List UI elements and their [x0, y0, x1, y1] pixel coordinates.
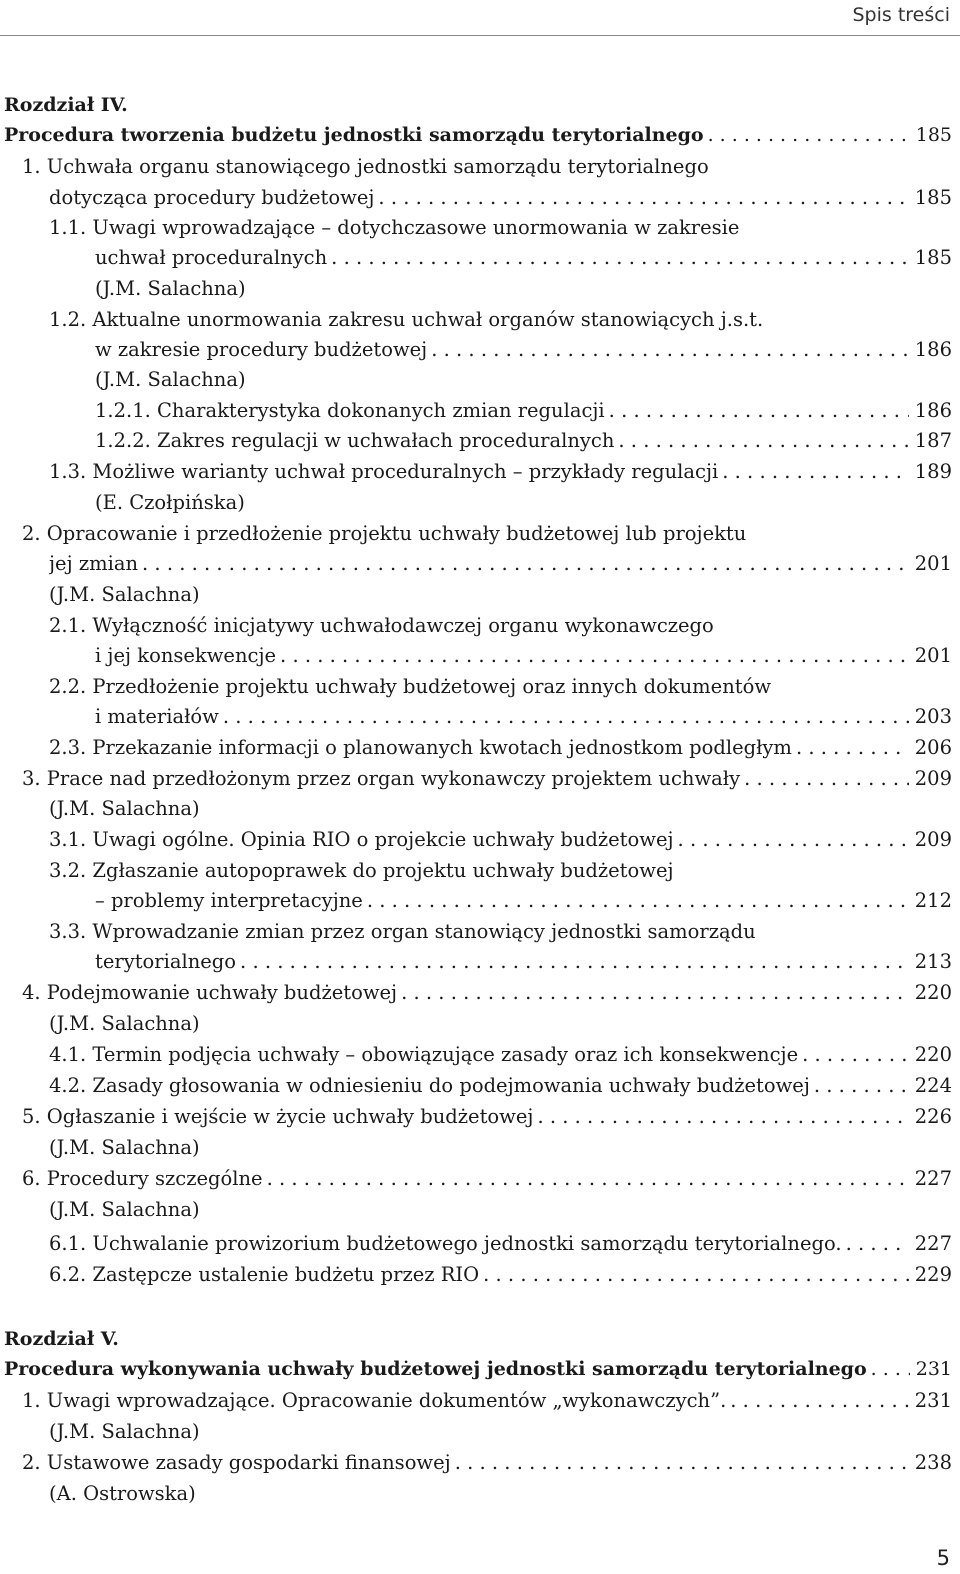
toc-entry-line[interactable]: 1. Uchwała organu stanowiącego jednostki samorządu terytorialnego	[22, 155, 709, 178]
toc-entry[interactable]	[22, 1447, 952, 1478]
toc-entry[interactable]	[4, 1354, 952, 1385]
page-ref: 201	[914, 644, 952, 667]
toc-entry-text: 6.2. Zastępcze ustalenie budżetu przez RIO	[49, 1263, 480, 1286]
chapter-4-label: Rozdział IV.	[4, 94, 128, 116]
toc-entry-line[interactable]: 3.2. Zgłaszanie autopoprawek do projektu uchwały budżetowej	[49, 859, 674, 882]
toc-entry-text: 5. Ogłaszanie i wejście w życie uchwały budżetowej	[22, 1105, 534, 1128]
toc-entry-text: 1.3. Możliwe warianty uchwał proceduralnych – przykłady regulacji	[49, 460, 719, 483]
toc-author: (J.M. Salachna)	[95, 277, 246, 300]
toc-entry[interactable]	[95, 395, 952, 426]
toc-author: (J.M. Salachna)	[49, 583, 200, 606]
chapter-5-title: Procedura wykonywania uchwały budżetowej jednostki samorządu terytorialnego	[4, 1358, 867, 1380]
dot-leader	[537, 1101, 908, 1132]
toc-entry[interactable]	[49, 456, 952, 487]
toc-entry-line[interactable]: 1.2. Aktualne unormowania zakresu uchwał organów stanowiących j.s.t.	[49, 308, 764, 331]
toc-entry-text: 4.1. Termin podjęcia uchwały – obowiązujące zasady oraz ich konsekwencje	[49, 1043, 799, 1066]
toc-author: (A. Ostrowska)	[49, 1482, 196, 1505]
page-ref: 229	[914, 1263, 952, 1286]
toc-entry[interactable]	[49, 1070, 952, 1101]
dot-leader	[378, 182, 908, 213]
toc-entry[interactable]	[22, 1385, 952, 1416]
toc-entry-text: – problemy interpretacyjne	[95, 889, 363, 912]
toc-entry-text: 4. Podejmowanie uchwały budżetowej	[22, 981, 398, 1004]
page-ref: 189	[914, 460, 952, 483]
toc-entry-text: 4.2. Zasady głosowania w odniesieniu do podejmowania uchwały budżetowej	[49, 1074, 810, 1097]
toc-entry[interactable]	[95, 242, 952, 273]
dot-leader	[483, 1259, 909, 1290]
dot-leader	[846, 1228, 909, 1259]
page-ref: 185	[914, 186, 952, 209]
page-ref: 227	[914, 1167, 952, 1190]
dot-leader	[240, 946, 909, 977]
dot-leader	[431, 334, 909, 365]
page-ref: 231	[914, 1389, 952, 1412]
dot-leader	[678, 824, 909, 855]
page-ref: 212	[914, 889, 952, 912]
toc-entry-text: 1.2.1. Charakterystyka dokonanych zmian regulacji	[95, 399, 605, 422]
dot-leader	[455, 1447, 909, 1478]
page-number: 5	[936, 1546, 950, 1570]
toc-entry[interactable]	[49, 824, 952, 855]
toc-author: (J.M. Salachna)	[49, 1136, 200, 1159]
toc-entry[interactable]	[49, 1228, 952, 1259]
toc-author: (E. Czołpińska)	[95, 491, 245, 514]
toc-author: (J.M. Salachna)	[49, 1420, 200, 1443]
toc-author: (J.M. Salachna)	[49, 1198, 200, 1221]
page-ref: 203	[914, 705, 952, 728]
toc-entry-text: 6. Procedury szczególne	[22, 1167, 263, 1190]
dot-leader	[722, 456, 909, 487]
page-ref: 186	[914, 399, 952, 422]
dot-leader	[730, 1385, 908, 1416]
toc-entry[interactable]	[95, 425, 952, 456]
page-ref: 187	[914, 429, 952, 452]
toc-entry[interactable]	[95, 885, 952, 916]
running-header-title: Spis treści	[852, 4, 950, 26]
dot-leader	[802, 1039, 909, 1070]
toc-entry-line[interactable]: 2.1. Wyłączność inicjatywy uchwałodawczej organu wykonawczego	[49, 614, 714, 637]
dot-leader	[142, 548, 909, 579]
toc-entry-text: jej zmian	[49, 552, 139, 575]
toc-entry-text: dotycząca procedury budżetowej	[49, 186, 375, 209]
dot-leader	[401, 977, 909, 1008]
dot-leader	[871, 1354, 910, 1385]
toc-entry-line[interactable]: 1.1. Uwagi wprowadzające – dotychczasowe unormowania w zakresie	[49, 216, 740, 239]
toc-entry[interactable]	[49, 732, 952, 763]
page-ref: 220	[914, 1043, 952, 1066]
toc-entry-text: 6.1. Uchwalanie prowizorium budżetowego jednostki samorządu terytorialnego.	[49, 1232, 842, 1255]
page-ref: 206	[914, 736, 952, 759]
toc-entry[interactable]	[22, 1101, 952, 1132]
page-ref: 226	[914, 1105, 952, 1128]
page-ref: 186	[914, 338, 952, 361]
toc-entry[interactable]	[49, 1259, 952, 1290]
toc-entry[interactable]	[49, 1039, 952, 1070]
page-ref: 224	[914, 1074, 952, 1097]
dot-leader	[367, 885, 909, 916]
toc-author: (J.M. Salachna)	[49, 797, 200, 820]
dot-leader	[618, 425, 908, 456]
toc-entry-text: terytorialnego	[95, 950, 237, 973]
page-ref: 231	[915, 1358, 952, 1380]
page-ref: 220	[914, 981, 952, 1004]
toc-entry-text: 2.3. Przekazanie informacji o planowanych kwotach jednostkom podległym	[49, 736, 792, 759]
toc-entry-text: 2. Ustawowe zasady gospodarki finansowej	[22, 1451, 451, 1474]
dot-leader	[223, 701, 909, 732]
toc-entry[interactable]	[49, 182, 952, 213]
page-ref: 209	[914, 828, 952, 851]
chapter-4-title: Procedura tworzenia budżetu jednostki samorządu terytorialnego	[4, 124, 704, 146]
toc-entry-text: i jej konsekwencje	[95, 644, 277, 667]
toc-entry[interactable]	[95, 701, 952, 732]
toc-entry-text: 1.2.2. Zakres regulacji w uchwałach proceduralnych	[95, 429, 615, 452]
toc-entry[interactable]	[22, 763, 952, 794]
page-ref: 213	[914, 950, 952, 973]
toc-entry[interactable]	[4, 120, 952, 151]
dot-leader	[744, 763, 909, 794]
toc-author: (J.M. Salachna)	[49, 1012, 200, 1035]
dot-leader	[280, 640, 909, 671]
page-ref: 227	[914, 1232, 952, 1255]
dot-leader	[331, 242, 909, 273]
toc-author: (J.M. Salachna)	[95, 368, 246, 391]
dot-leader	[796, 732, 909, 763]
toc-entry-line[interactable]: 2. Opracowanie i przedłożenie projektu uchwały budżetowej lub projektu	[22, 522, 747, 545]
toc-entry-text: 1. Uwagi wprowadzające. Opracowanie dokumentów „wykonawczych”.	[22, 1389, 727, 1412]
toc-entry-line[interactable]: 2.2. Przedłożenie projektu uchwały budżetowej oraz innych dokumentów	[49, 675, 772, 698]
page-ref: 209	[914, 767, 952, 790]
toc-entry[interactable]	[95, 640, 952, 671]
toc-entry-text: 3.1. Uwagi ogólne. Opinia RIO o projekcie uchwały budżetowej	[49, 828, 674, 851]
toc-entry-text: w zakresie procedury budżetowej	[95, 338, 428, 361]
toc-entry-line[interactable]: 3.3. Wprowadzanie zmian przez organ stanowiący jednostki samorządu	[49, 920, 756, 943]
page-ref: 185	[914, 246, 952, 269]
toc-entry-text: i materiałów	[95, 705, 219, 728]
toc-entry[interactable]	[95, 946, 952, 977]
chapter-5-label: Rozdział V.	[4, 1328, 119, 1350]
toc-entry-text: uchwał proceduralnych	[95, 246, 328, 269]
dot-leader	[609, 395, 909, 426]
toc-entry-text: 3. Prace nad przedłożonym przez organ wykonawczy projektem uchwały	[22, 767, 741, 790]
dot-leader	[814, 1070, 909, 1101]
page-ref: 185	[915, 124, 952, 146]
toc-entry[interactable]	[22, 1163, 952, 1194]
toc-entry[interactable]	[95, 334, 952, 365]
toc-entry[interactable]	[49, 548, 952, 579]
toc-entry[interactable]	[22, 977, 952, 1008]
dot-leader	[708, 120, 910, 151]
page-ref: 201	[914, 552, 952, 575]
page-ref: 238	[914, 1451, 952, 1474]
dot-leader	[267, 1163, 909, 1194]
